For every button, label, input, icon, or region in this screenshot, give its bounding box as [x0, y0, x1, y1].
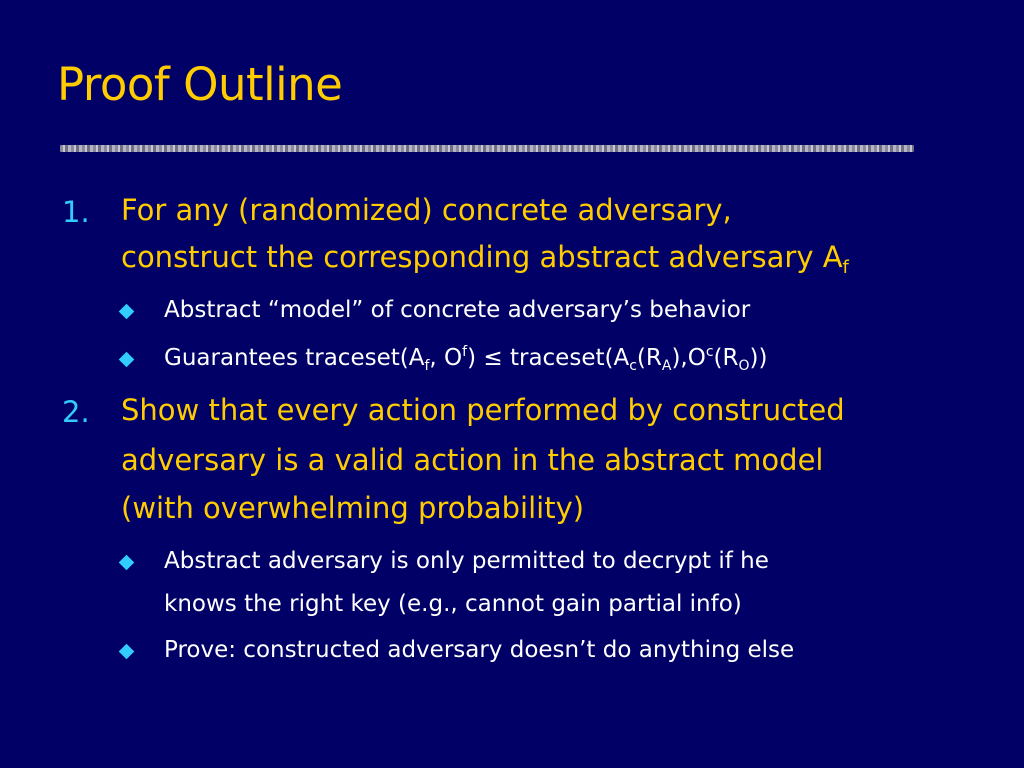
item-1-line-1: For any (randomized) concrete adversary, — [121, 193, 732, 227]
bullet-text: (R — [713, 345, 739, 371]
item-1-number: 1. — [62, 195, 90, 229]
diamond-bullet-icon — [119, 352, 135, 368]
bullet-subscript: c — [629, 358, 637, 374]
item-2-line-2: adversary is a valid action in the abstract model — [121, 443, 824, 477]
bullet-text: ) — [467, 345, 484, 371]
diamond-bullet-icon — [119, 555, 135, 571]
bullet-superscript: c — [705, 344, 714, 360]
bullet-subscript: A — [661, 358, 672, 374]
bullet-text: (R — [636, 345, 662, 371]
item-2-bullet-1-line-1: Abstract adversary is only permitted to decrypt if he — [164, 548, 769, 574]
diamond-bullet-icon — [119, 644, 135, 660]
bullet-superscript: f — [462, 344, 468, 360]
item-2-bullet-1-line-2: knows the right key (e.g., cannot gain partial info) — [164, 591, 742, 617]
bullet-subscript: O — [738, 358, 750, 374]
bullet-text: traceset(A — [502, 345, 630, 371]
item-1-bullet-2 — [164, 344, 768, 374]
item-1-bullet-1: Abstract “model” of concrete adversary’s behavior — [164, 297, 751, 323]
title-divider — [60, 145, 914, 152]
item-1-line-2 — [121, 240, 849, 278]
bullet-text: )) — [749, 345, 768, 371]
item-2-line-3: (with overwhelming probability) — [121, 491, 585, 525]
item-2-number: 2. — [62, 395, 90, 429]
item-1-subscript: f — [842, 257, 849, 278]
bullet-text: ),O — [671, 345, 706, 371]
diamond-bullet-icon — [119, 304, 135, 320]
bullet-text: , O — [429, 345, 463, 371]
bullet-subscript: f — [424, 358, 430, 374]
item-2-bullet-2: Prove: constructed adversary doesn’t do anything else — [164, 637, 795, 663]
leq-symbol: ≤ — [483, 345, 503, 371]
item-2-line-1: Show that every action performed by constructed — [121, 393, 845, 427]
bullet-text: Guarantees traceset(A — [164, 345, 425, 371]
slide-title: Proof Outline — [57, 58, 343, 111]
item-1-line-2-text: construct the corresponding abstract adversary A — [121, 240, 843, 274]
